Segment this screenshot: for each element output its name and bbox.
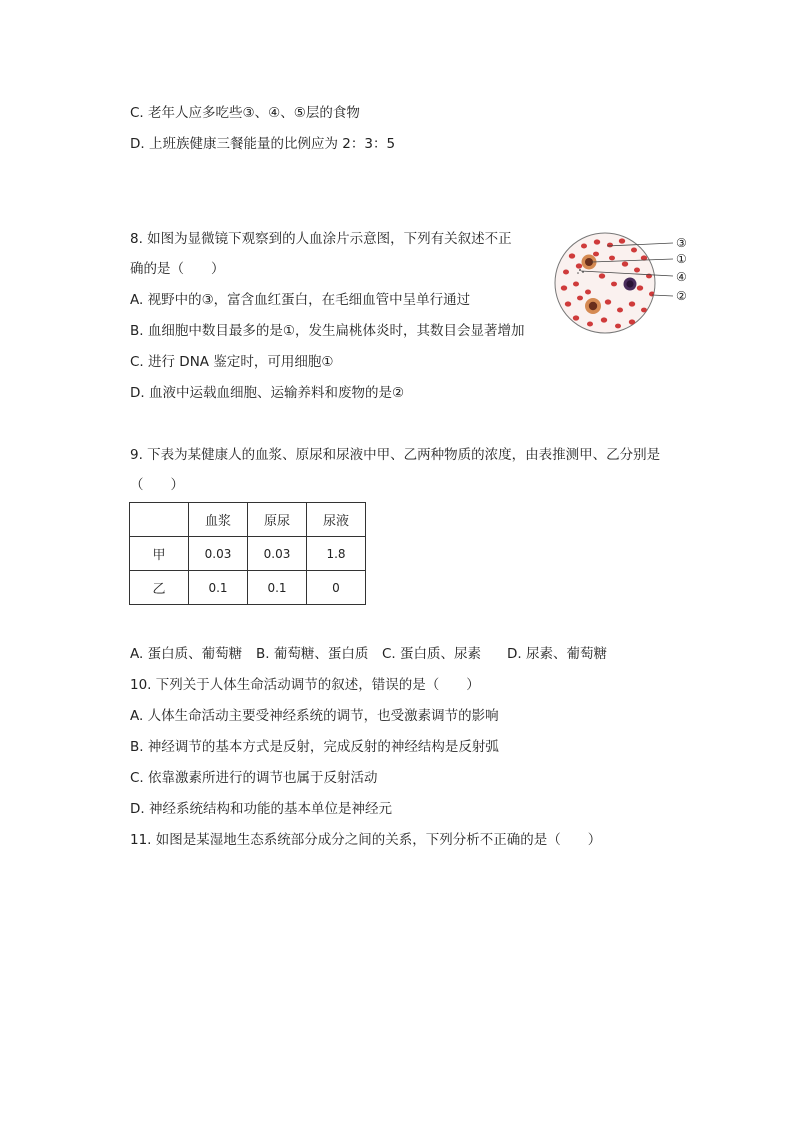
table-cell: 0.03 [189,537,248,571]
table-cell: 0.03 [248,537,307,571]
q8-option-b: B. 血细胞中数目最多的是①，发生扁桃体炎时，其数目会显著增加 [130,323,525,339]
figure-label-4: ④ [676,270,687,284]
q10-stem: 10. 下列关于人体生命活动调节的叙述，错误的是（ ） [130,677,480,693]
table-header-cell: 血浆 [189,503,248,537]
table-row [130,537,366,571]
figure-label-1: ① [676,252,687,266]
q7-option-d: D. 上班族健康三餐能量的比例应为 2：3：5 [130,136,396,152]
q8-option-c: C. 进行 DNA 鉴定时，可用细胞① [130,354,334,370]
q9-option-c: C. 蛋白质、尿素 [382,646,482,662]
table-cell: 乙 [130,571,189,605]
q7-option-c: C. 老年人应多吃些③、④、⑤层的食物 [130,105,360,121]
table-cell: 0.1 [248,571,307,605]
q9-option-b: B. 葡萄糖、蛋白质 [256,646,369,662]
table-header-cell: 原尿 [248,503,307,537]
q10-option-c: C. 依靠激素所进行的调节也属于反射活动 [130,770,378,786]
q8-option-d: D. 血液中运载血细胞、运输养料和废物的是② [130,385,405,401]
table-header-cell [130,503,189,537]
q10-option-d: D. 神经系统结构和功能的基本单位是神经元 [130,801,392,817]
table-header-cell: 尿液 [307,503,366,537]
q10-option-a: A. 人体生命活动主要受神经系统的调节，也受激素调节的影响 [130,708,499,724]
figure-label-3: ③ [676,236,687,250]
q8-stem-line2: 确的是（ ） [130,261,225,277]
table-cell: 0 [307,571,366,605]
table-cell: 0.1 [189,571,248,605]
blood-smear-figure [552,228,702,338]
table-row [130,571,366,605]
q11-stem: 11. 如图是某湿地生态系统部分成分之间的关系，下列分析不正确的是（ ） [130,832,602,848]
figure-label-2: ② [676,289,687,303]
q9-option-d: D. 尿素、葡萄糖 [507,646,607,662]
q8-stem-line1: 8. 如图为显微镜下观察到的人血涂片示意图，下列有关叙述不正 [130,231,512,247]
table-header-row [130,503,366,537]
q9-stem-line1: 9. 下表为某健康人的血浆、原尿和尿液中甲、乙两种物质的浓度，由表推测甲、乙分别是 [130,447,661,463]
q8-option-a: A. 视野中的③，富含血红蛋白，在毛细血管中呈单行通过 [130,292,471,308]
concentration-table [129,502,366,605]
q10-option-b: B. 神经调节的基本方式是反射，完成反射的神经结构是反射弧 [130,739,499,755]
table-cell: 1.8 [307,537,366,571]
q9-option-a: A. 蛋白质、葡萄糖 [130,646,243,662]
table-cell: 甲 [130,537,189,571]
q9-stem-line2: （ ） [130,477,184,493]
